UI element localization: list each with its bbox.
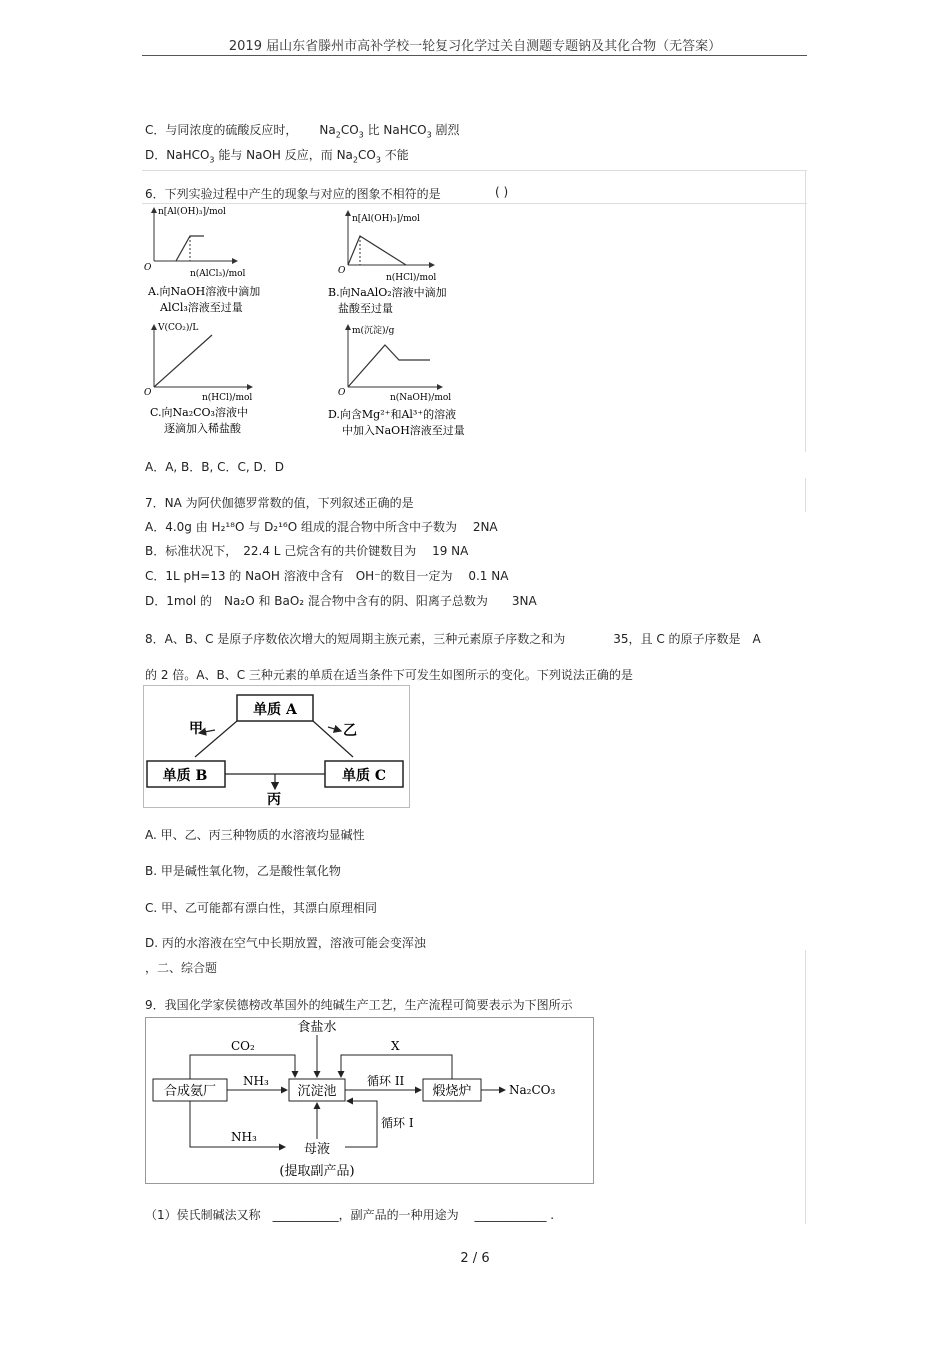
divider (805, 170, 806, 452)
q5-option-c: C．与同浓度的硫酸反应时， $Na_2CO_3$ 比 NaHCO$_3$ 剧烈 (145, 123, 460, 140)
label-cycle2: 循环 II (367, 1074, 405, 1088)
label-byproduct: (提取副产品) (279, 1164, 355, 1179)
q7-stem: 7．NA 为阿伏伽德罗常数的值，下列叙述正确的是 (145, 496, 414, 510)
graph-a (144, 206, 260, 314)
q9-flowchart (145, 1017, 595, 1185)
graph-b-xlabel: n(HCl)/mol (386, 273, 437, 283)
graph-d-caption1: D.向含Mg²⁺和Al³⁺的溶液 (328, 408, 457, 421)
graph-d-xlabel: n(NaOH)/mol (390, 393, 452, 403)
node-a-label: 单质 A (253, 702, 297, 718)
graph-a-caption1: A.向NaOH溶液中滴加 (148, 285, 261, 298)
label-bing: 丙 (267, 792, 281, 808)
graph-a-ylabel: n[Al(OH)₃]/mol (158, 207, 226, 217)
graph-d-curve (348, 345, 430, 387)
label-jia: 甲 (189, 721, 203, 737)
section-heading: ，二、综合题 (145, 961, 218, 975)
graph-c-xlabel: n(HCl)/mol (202, 393, 253, 403)
graph-c-curve (154, 335, 212, 387)
graph-a-caption2: AlCl₃溶液至过量 (160, 301, 243, 314)
node-b-label: 单质 B (162, 768, 208, 784)
label-settling-tank: 沉淀池 (297, 1084, 337, 1099)
graph-b-origin: O (338, 266, 346, 276)
q7-option-a: A．4.0g 由 H₂¹⁸O 与 D₂¹⁶O 组成的混合物中所含中子数为 2NA (145, 520, 498, 534)
header-rule (142, 55, 807, 56)
graph-c-origin: O (144, 388, 152, 398)
q5-option-d: D．NaHCO$_3$ 能与 NaOH 反应，而 $Na_2CO_3$ 不能 (145, 148, 409, 165)
graph-b-curve (348, 236, 406, 265)
q8-option-a: A. 甲、乙、丙三种物质的水溶液均显碱性 (145, 828, 365, 842)
q8-option-d: D. 丙的水溶液在空气中长期放置，溶液可能会变浑浊 (145, 936, 426, 950)
q8-option-b: B. 甲是碱性氧化物，乙是酸性氧化物 (145, 864, 341, 878)
label-product: Na₂CO₃ (509, 1083, 556, 1097)
q8-stem-line2: 的 2 倍。A、B、C 三种元素的单质在适当条件下可发生如图所示的变化。下列说法正确的是 (145, 668, 633, 682)
q8-diagram (143, 685, 411, 809)
graph-d-ylabel: m(沉淀)/g (352, 326, 395, 336)
graph-d-caption2: 中加入NaOH溶液至过量 (342, 424, 465, 437)
label-nh3-top: NH₃ (243, 1074, 269, 1088)
divider (805, 950, 806, 1224)
q6-answer-paren: ( ) (495, 185, 509, 199)
label-x: X (391, 1039, 400, 1053)
graph-c-caption1: C.向Na₂CO₃溶液中 (150, 406, 248, 419)
graph-c (144, 322, 252, 435)
graph-a-xlabel: n(AlCl₃)/mol (190, 269, 246, 279)
q6-graphs (142, 203, 482, 448)
graph-c-caption2: 逐滴加入稀盐酸 (164, 422, 241, 435)
q6-options: A．A, B．B, C．C, D．D (145, 460, 285, 474)
graph-d (328, 324, 465, 437)
graph-b-caption2: 盐酸至过量 (338, 302, 393, 315)
label-co2: CO₂ (231, 1039, 255, 1053)
label-brine: 食盐水 (297, 1020, 337, 1035)
q9-stem: 9．我国化学家侯德榜改革国外的纯碱生产工艺，生产流程可简要表示为下图所示 (145, 998, 573, 1012)
label-furnace: 煅烧炉 (432, 1084, 472, 1099)
q9-subquestion-1: （1）侯氏制碱法又称 ___________，副产品的一种用途为 ____________ . (145, 1208, 555, 1222)
q8-stem-line1: 8．A、B、C 是原子序数依次增大的短周期主族元素，三种元素原子序数之和为 35，且 C 的原子序数是 A (145, 632, 761, 646)
page-header-title: 2019 届山东省滕州市高补学校一轮复习化学过关自测题专题钠及其化合物（无答案） (228, 39, 722, 54)
node-c-label: 单质 C (341, 768, 387, 784)
graph-a-origin: O (144, 263, 152, 273)
divider (805, 478, 806, 512)
graph-b-ylabel: n[Al(OH)₃]/mol (352, 214, 420, 224)
graph-d-origin: O (338, 388, 346, 398)
graph-c-ylabel: V(CO₂)/L (158, 323, 199, 333)
q7-option-b: B．标准状况下， 22.4 L 己烷含有的共价键数目为 19 NA (145, 544, 469, 558)
q7-option-d: D．1mol 的 Na₂O 和 BaO₂ 混合物中含有的阴、阳离子总数为 3NA (145, 594, 537, 608)
graph-b (328, 211, 447, 315)
label-ammonia-plant: 合成氨厂 (163, 1084, 217, 1099)
q8-option-c: C. 甲、乙可能都有漂白性，其漂白原理相同 (145, 901, 378, 915)
label-mother-liquor: 母液 (303, 1142, 331, 1157)
divider (142, 170, 807, 171)
q6-stem: 6．下列实验过程中产生的现象与对应的图象不相符的是 (145, 187, 441, 201)
label-yi: 乙 (343, 723, 357, 739)
label-cycle1: 循环 I (381, 1116, 414, 1130)
graph-b-caption1: B.向NaAlO₂溶液中滴加 (328, 286, 447, 299)
q7-option-c: C．1L pH=13 的 NaOH 溶液中含有 OH⁻的数目一定为 0.1 NA (145, 569, 509, 583)
page-number: 2 / 6 (460, 1251, 490, 1266)
label-nh3-bottom: NH₃ (231, 1130, 257, 1144)
